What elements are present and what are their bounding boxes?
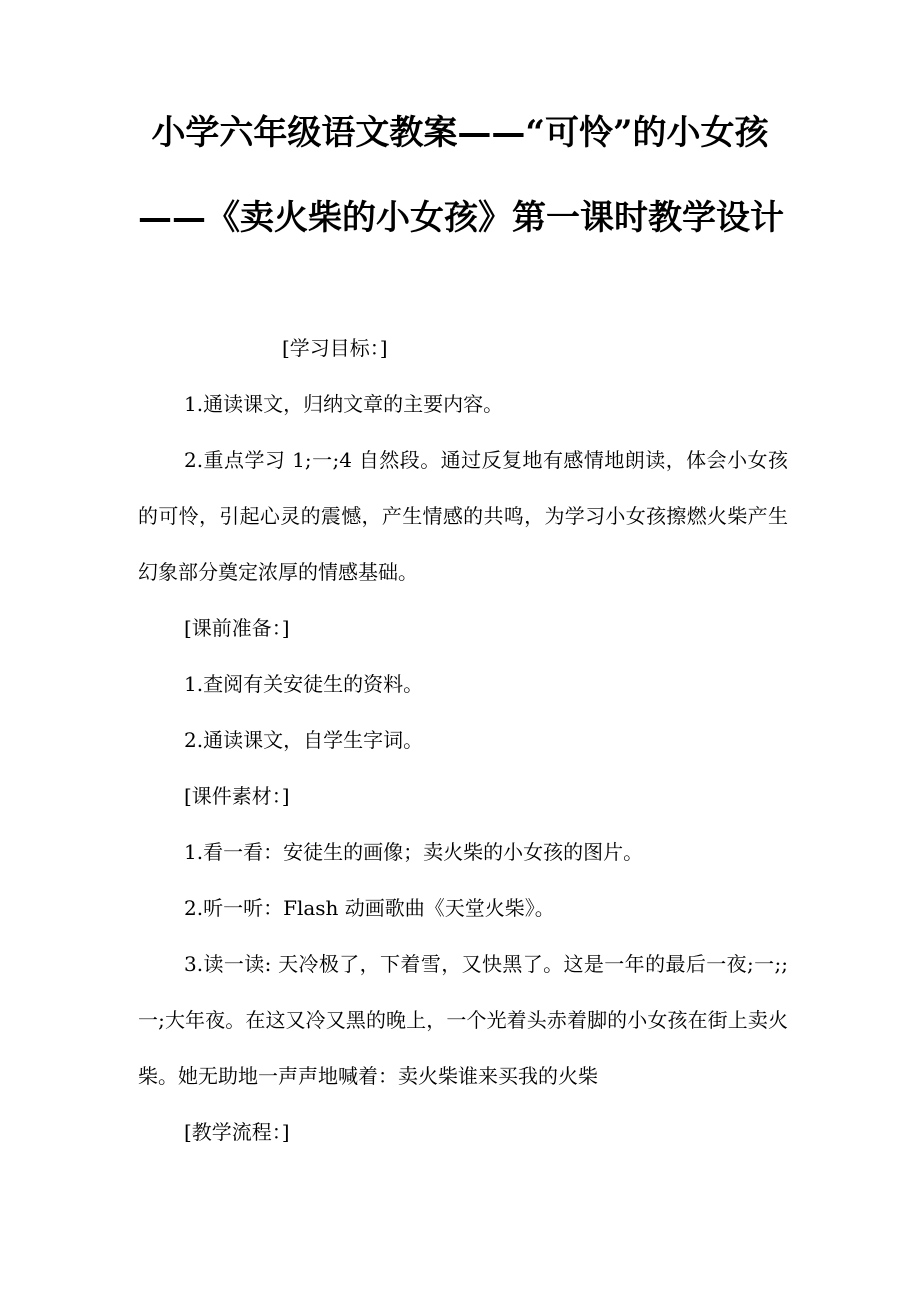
document-title-line-1: 小学六年级语文教案——“可怜”的小女孩 (151, 113, 769, 153)
paragraph-material-1: 1.看一看：安徒生的画像；卖火柴的小女孩的图片。 (184, 840, 644, 864)
paragraph-prep-2: 2.通读课文，自学生字词。 (184, 728, 424, 752)
section-heading-teaching-flow: [教学流程：] (184, 1120, 290, 1144)
section-heading-learning-goals: [学习目标：] (282, 336, 388, 360)
section-heading-preparation: [课前准备：] (184, 616, 290, 640)
paragraph-material-3: 3.读一读: 天冷极了，下着雪，又快黑了。这是一年的最后一夜;一;;一;大年夜。在这又冷又黑的晚上，一个光着头赤着脚的小女孩在街上卖火柴。她无助地一声声地喊着：卖火柴谁来买我的火柴 (138, 952, 788, 1088)
document-title-line-2: ——《卖火柴的小女孩》第一课时教学设计 (138, 198, 784, 238)
paragraph-goal-2: 2.重点学习 1;一;4 自然段。通过反复地有感情地朗读，体会小女孩的可怜，引起心灵的震憾，产生情感的共鸣，为学习小女孩擦燃火柴产生幻象部分奠定浓厚的情感基础。 (138, 448, 788, 584)
paragraph-prep-1: 1.查阅有关安徒生的资料。 (184, 672, 424, 696)
document-body (138, 320, 788, 1160)
paragraph-goal-1: 1.通读课文，归纳文章的主要内容。 (184, 392, 504, 416)
paragraph-material-2: 2.听一听：Flash 动画歌曲《天堂火柴》。 (184, 896, 555, 920)
section-heading-materials: [课件素材：] (184, 784, 290, 808)
